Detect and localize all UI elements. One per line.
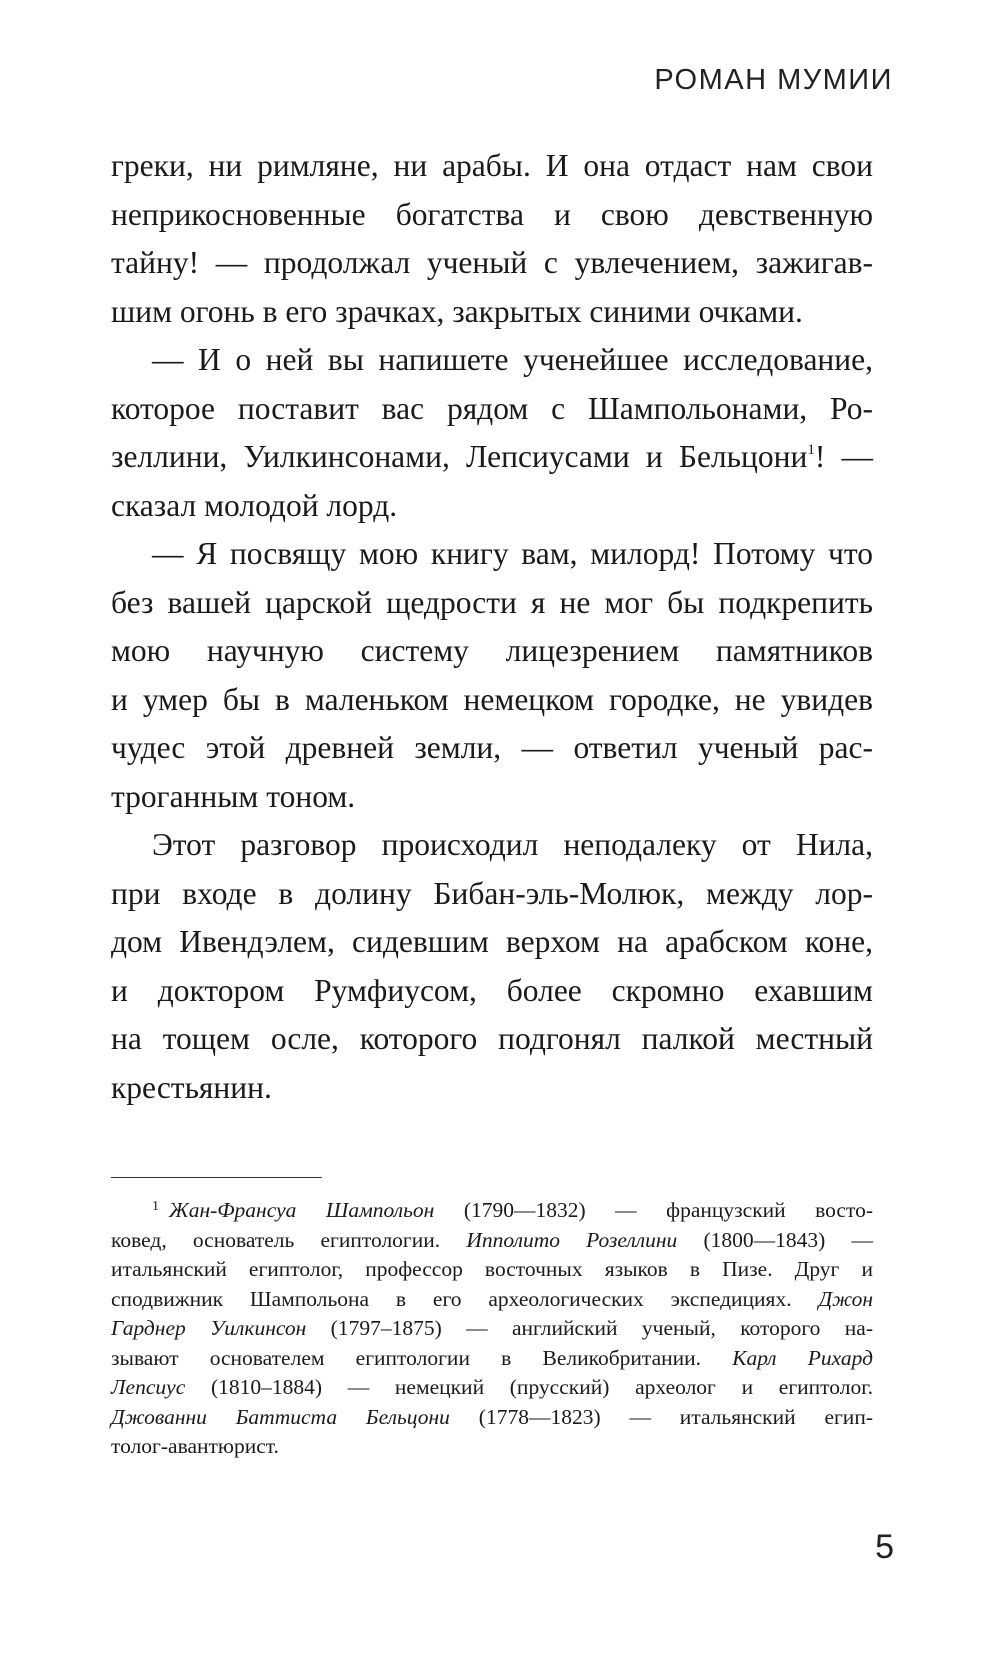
text-line: на тощем осле, которого подгонял палкой местный	[111, 1021, 873, 1056]
text-line: троганным тоном.	[111, 778, 356, 814]
text-line: Этот разговор происходил неподалеку от Нила,	[152, 827, 873, 862]
footnote-text: сподвижник Шампольона в его археологических экспедициях.	[111, 1286, 819, 1311]
footnote-name: Лепсиус	[111, 1375, 186, 1399]
page-number: 5	[875, 1528, 894, 1566]
text-line: тайну! — продолжал ученый с увлечением, зажигав-	[111, 245, 873, 280]
footnote-name: Гарднер Уилкинсон	[111, 1316, 307, 1340]
text-line: мою научную систему лицезрением памятников	[111, 633, 873, 668]
footnote-text: (1790—1832) — французский восто-	[434, 1198, 873, 1222]
footnote-name: Карл Рихард	[732, 1345, 873, 1370]
text-line: без вашей царской щедрости я не мог бы подкрепить	[111, 584, 873, 620]
text-segment: ! —	[814, 439, 873, 474]
footnote-line	[111, 1373, 873, 1403]
text-line: и доктором Румфиусом, более скромно ехавшим	[111, 972, 873, 1008]
text-line: при входе в долину Бибан-эль-Молюк, между лор-	[111, 875, 873, 911]
text-line: и умер бы в маленьком немецком городке, не увидев	[111, 681, 873, 717]
footnote-line	[111, 1285, 873, 1315]
text-line: греки, ни римляне, ни арабы. И она отдаст нам свои	[111, 148, 873, 183]
footnote-name: Джон	[818, 1286, 873, 1311]
footnote	[111, 1196, 873, 1462]
text-line: шим огонь в его зрачках, закрытых синими очками.	[111, 293, 803, 329]
footnote-line	[111, 1403, 873, 1433]
footnote-reference[interactable]: 1	[807, 442, 815, 458]
paragraph	[111, 821, 873, 1112]
footnote-line: итальянский египтолог, профессор восточных языков в Пизе. Друг и	[111, 1257, 873, 1281]
footnote-name: Жан-Франсуа Шампольон	[169, 1198, 435, 1222]
text-line: неприкосновенные богатства и свою девственную	[111, 196, 873, 232]
paragraph	[111, 142, 873, 336]
footnote-line	[111, 1226, 873, 1256]
footnote-line	[111, 1344, 873, 1374]
footnote-text: (1810–1884) — немецкий (прусский) археолог и египтолог.	[185, 1375, 873, 1399]
text-segment: зеллини, Уилкинсонами, Лепсиусами и Бельцони	[111, 439, 808, 474]
footnote-line: толог-авантюрист.	[111, 1434, 279, 1458]
text-line: которое поставит вас рядом с Шампольонами, Ро-	[111, 390, 873, 426]
footnote-line	[111, 1314, 873, 1344]
footnote-text: ковед, основатель египтологии.	[111, 1227, 467, 1252]
body-text	[111, 142, 873, 1112]
text-line: — И о ней вы напишете ученейшее исследование,	[152, 342, 873, 377]
text-line: чудес этой древней земли, — ответил ученый рас-	[111, 730, 873, 765]
footnote-number: 1	[152, 1199, 159, 1214]
footnote-divider	[111, 1177, 322, 1178]
footnote-name: Джованни Баттиста Бельцони	[111, 1404, 450, 1429]
paragraph	[111, 530, 873, 821]
text-line: крестьянин.	[111, 1069, 272, 1105]
text-line: сказал молодой лорд.	[111, 487, 398, 523]
text-line: — Я посвящу мою книгу вам, милорд! Потому что	[152, 536, 873, 571]
text-line: дом Ивендэлем, сидевшим верхом на арабском коне,	[111, 924, 873, 959]
footnote-text: (1800—1843) —	[677, 1227, 873, 1252]
running-head: РОМАН МУМИИ	[654, 64, 893, 96]
footnote-text: зывают основателем египтологии в Великобритании.	[111, 1345, 733, 1370]
paragraph	[111, 336, 873, 530]
footnote-text: (1778—1823) — итальянский егип-	[449, 1404, 873, 1429]
text-line	[111, 433, 873, 482]
footnote-line	[111, 1196, 873, 1226]
footnote-name: Ипполито Розеллини	[466, 1227, 678, 1252]
footnote-text: (1797–1875) — английский ученый, которого на-	[306, 1316, 873, 1340]
